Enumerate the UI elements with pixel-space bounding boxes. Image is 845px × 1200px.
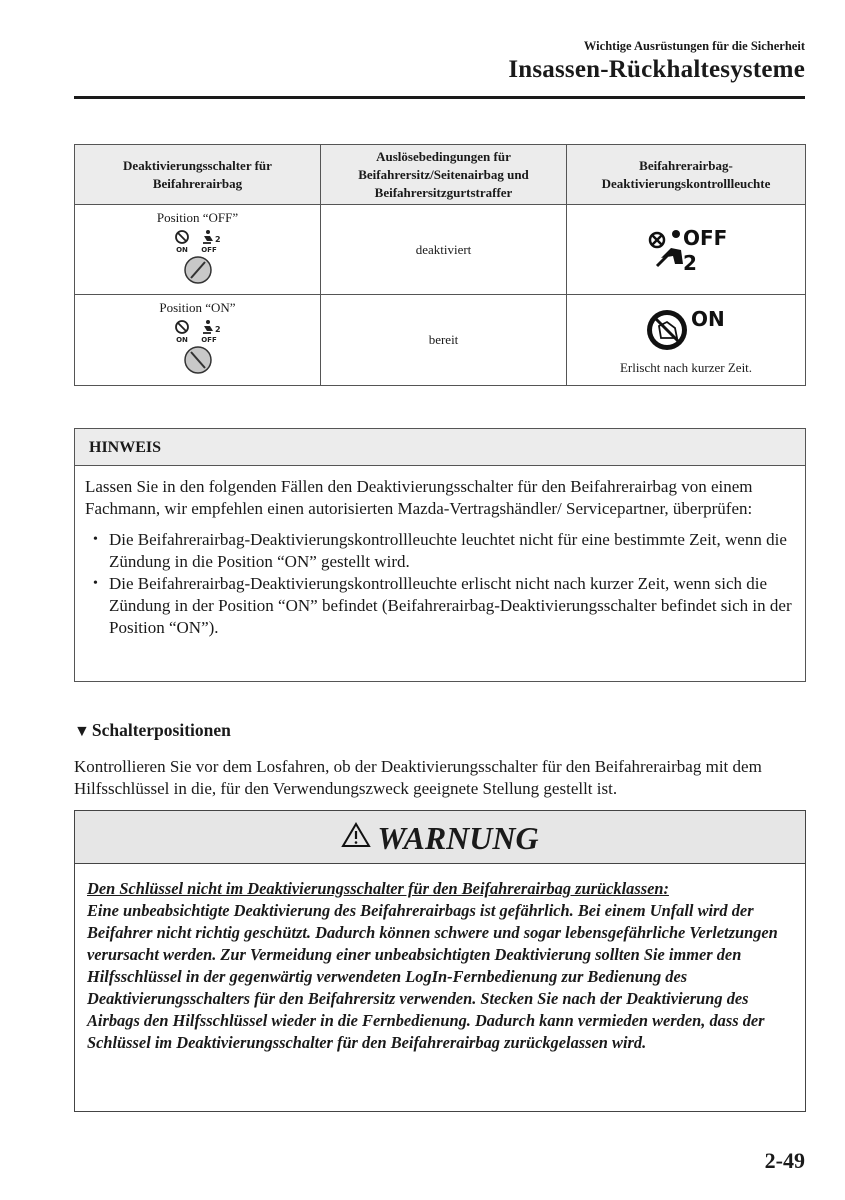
- table-cell: [567, 295, 806, 386]
- warning-title: WARNUNG: [377, 820, 539, 856]
- table-cell: [321, 205, 567, 295]
- switch-off-label: OFF: [200, 336, 217, 344]
- warning-triangle-icon: [341, 822, 371, 848]
- warning-body: [75, 864, 805, 1054]
- switch-on-label: ON: [175, 336, 188, 344]
- table-header-cell: Beifahrerairbag-Deaktivierungskontrollleuchte: [567, 145, 806, 205]
- position-label: Position “OFF”: [156, 209, 239, 225]
- svg-text:2: 2: [214, 234, 221, 244]
- subsection-text: Kontrollieren Sie vor dem Losfahren, ob der Deaktivierungsschalter für den Beifahrerairbag mit dem Hilfsschlüssel in die, für den Verwendungszweck geeignete Stellung gestellt ist.: [74, 757, 762, 798]
- note-list: [85, 529, 795, 639]
- note-title: HINWEIS: [75, 429, 805, 466]
- table-cell: [75, 295, 321, 386]
- chapter-title: Wichtige Ausrüstungen für die Sicherheit: [583, 39, 805, 53]
- table-header-cell: Deaktivierungsschalter für Beifahrerairbag: [75, 145, 321, 205]
- airbag-off-indicator-icon: [631, 220, 741, 276]
- table-cell: [321, 295, 567, 386]
- status-text: bereit: [428, 332, 459, 347]
- lamp-caption: Erlischt nach kurzer Zeit.: [619, 360, 753, 375]
- airbag-on-indicator-icon: [631, 304, 741, 352]
- lamp-number: 2: [683, 250, 697, 275]
- lamp-on-text: ON: [691, 307, 725, 331]
- svg-text:2: 2: [214, 325, 221, 334]
- note-body: [75, 466, 805, 639]
- subsection-title: Schalterpositionen: [91, 720, 231, 740]
- note-box: [74, 428, 806, 682]
- list-item: • Die Beifahrerairbag-Deaktivierungskontrollleuchte leuchtet nicht für eine bestimmte Zeit, wenn die Zündung in die Position “ON” gestellt wird.: [85, 529, 795, 573]
- switch-off-label: OFF: [200, 245, 217, 254]
- switch-on-label: ON: [175, 245, 188, 254]
- header-divider: [74, 96, 805, 99]
- switch-table: [74, 144, 806, 386]
- lamp-off-text: OFF: [683, 225, 728, 250]
- table-row: [75, 295, 806, 386]
- table-cell: [567, 205, 806, 295]
- note-intro: Lassen Sie in den folgenden Fällen den Deaktivierungsschalter für den Beifahrerairbag von einem Fachmann, wir empfehlen einen autorisierten Mazda-Vertragshändler/ Servicepartner, überprüfen:: [85, 477, 753, 518]
- switch-off-position-icon: [163, 228, 233, 286]
- section-heading: Insassen-Rückhaltesysteme: [508, 56, 805, 83]
- warning-header: [75, 811, 805, 864]
- switch-on-position-icon: [163, 318, 233, 376]
- list-item: • Die Beifahrerairbag-Deaktivierungskontrollleuchte erlischt nicht nach kurzer Zeit, wenn sich die Zündung in der Position “ON” befindet (Beifahrerairbag-Deaktivierungsschalter befindet sich in der Position “ON”).: [85, 573, 795, 639]
- warning-text: Eine unbeabsichtigte Deaktivierung des Beifahrerairbags ist gefährlich. Bei einem Unfall wird der Beifahrer nicht richtig geschützt. Dadurch können schwere und sogar lebensgefährliche Verletzungen verursacht werden. Zur Vermeidung einer unbeabsichtigten Deaktivierung sollten Sie immer den Hilfsschlüssel in der gegenwärtig verwendeten LogIn-Fernbedienung zur Bedienung des Deaktivierungsschalters für den Beifahrersitz verwenden. Stecken Sie nach der Deaktivierung des Airbags den Hilfsschlüssel wieder in die Fernbedienung. Dadurch kann vermieden werden, dass der Schlüssel im Deaktivierungsschalter für den Beifahrerairbag zurückgelassen wird.: [87, 901, 778, 1052]
- page-number: 2-49: [764, 1148, 805, 1173]
- table-cell: [75, 205, 321, 295]
- position-label: Position “ON”: [159, 300, 236, 315]
- subsection-heading: [74, 720, 231, 741]
- triangle-down-icon: ▼: [74, 723, 90, 740]
- table-header-cell: Auslösebedingungen für Beifahrersitz/Seitenairbag und Beifahrersitzgurtstraffer: [321, 145, 567, 205]
- warning-box: [74, 810, 806, 1112]
- warning-lead: Den Schlüssel nicht im Deaktivierungsschalter für den Beifahrerairbag zurücklassen:: [87, 879, 669, 898]
- table-row: [75, 205, 806, 295]
- table-header-row: [75, 145, 806, 205]
- status-text: deaktiviert: [415, 241, 472, 257]
